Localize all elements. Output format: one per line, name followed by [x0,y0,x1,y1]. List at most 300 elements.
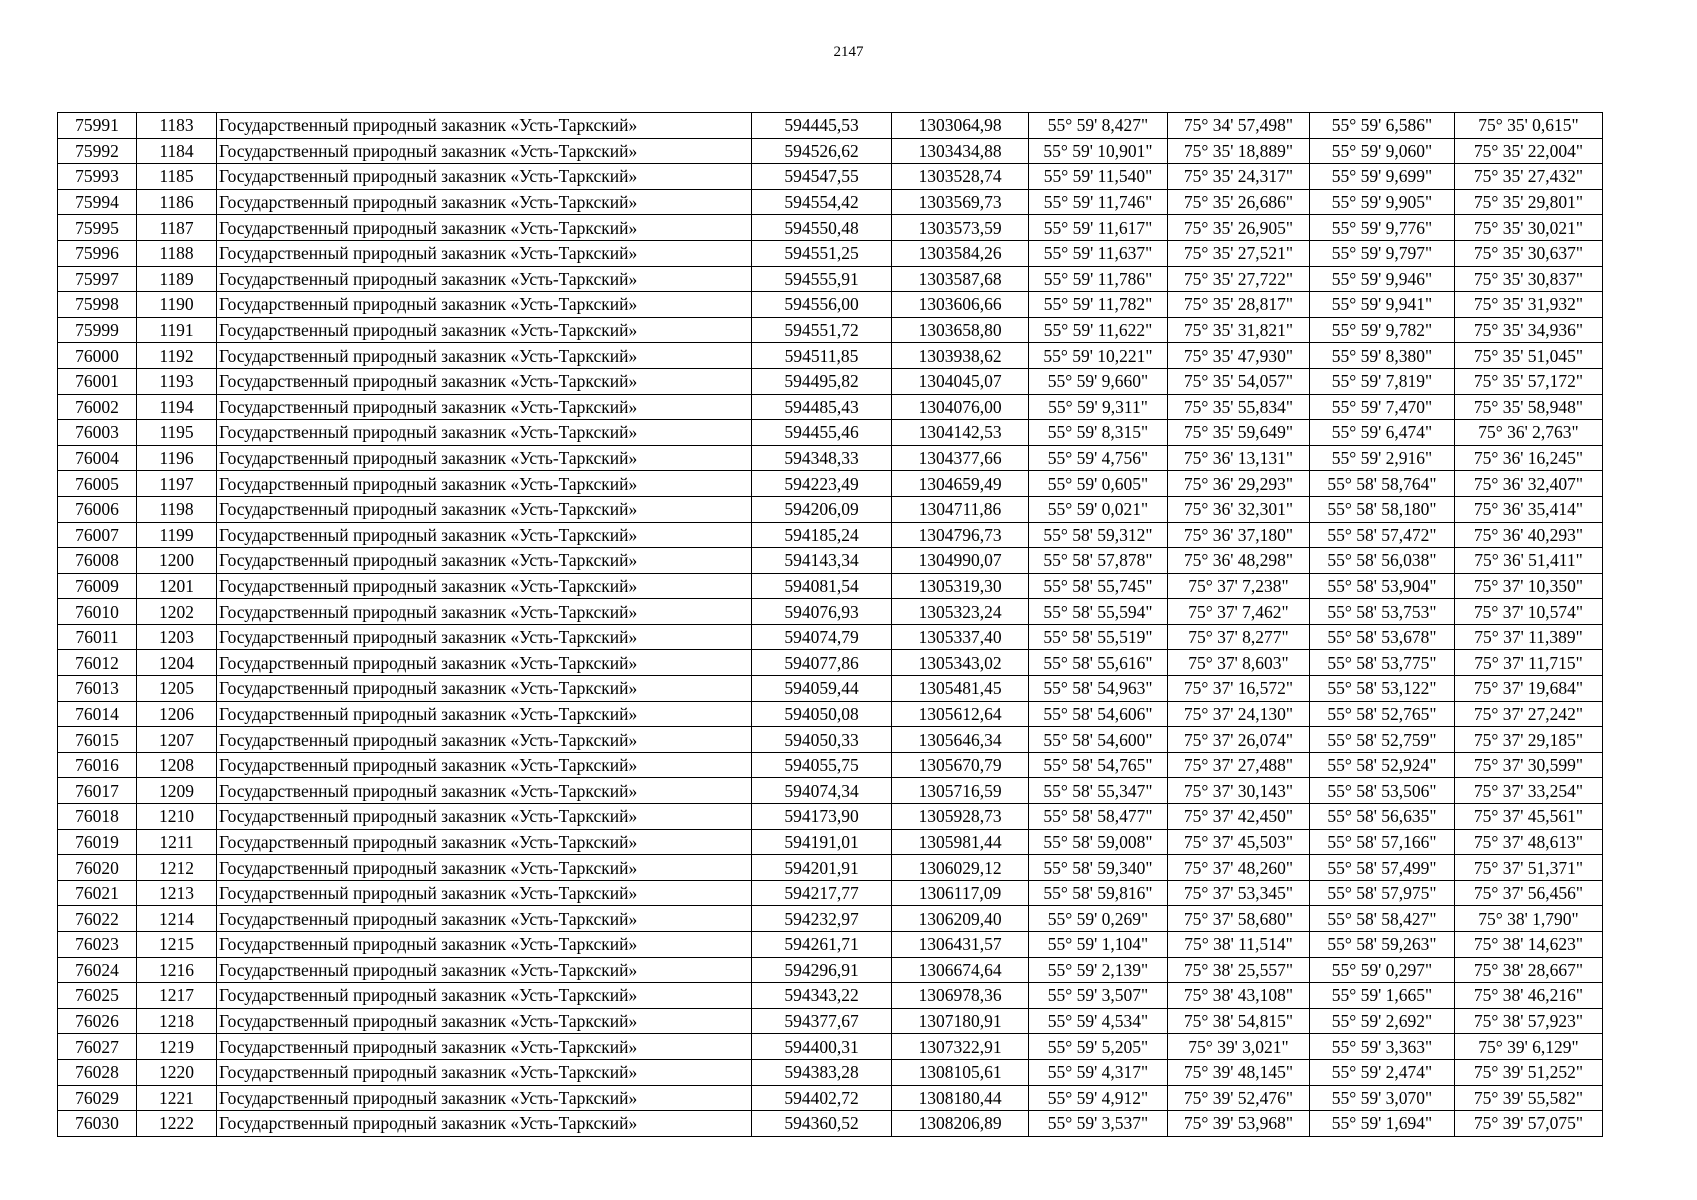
point-number-cell: 1198 [137,496,217,522]
longitude-alt-cell: 75° 36' 16,245" [1455,445,1603,471]
x-coordinate-cell: 594400,31 [752,1034,892,1060]
y-coordinate-cell: 1303606,66 [892,292,1029,318]
x-coordinate-cell: 594173,90 [752,804,892,830]
y-coordinate-cell: 1304377,66 [892,445,1029,471]
x-coordinate-cell: 594555,91 [752,266,892,292]
x-coordinate-cell: 594445,53 [752,113,892,139]
latitude-alt-cell: 55° 59' 3,363" [1310,1034,1455,1060]
latitude-alt-cell: 55° 59' 9,060" [1310,138,1455,164]
point-number-cell: 1214 [137,906,217,932]
latitude-alt-cell: 55° 58' 57,166" [1310,829,1455,855]
table-row [58,829,1603,855]
row-id-cell: 75995 [58,215,137,241]
row-id-cell: 76004 [58,445,137,471]
x-coordinate-cell: 594076,93 [752,599,892,625]
latitude-alt-cell: 55° 59' 2,692" [1310,1008,1455,1034]
object-name-cell: Государственный природный заказник «Усть-Таркский» [217,1111,752,1137]
x-coordinate-cell: 594081,54 [752,573,892,599]
longitude-cell: 75° 35' 18,889" [1168,138,1310,164]
point-number-cell: 1203 [137,624,217,650]
longitude-alt-cell: 75° 37' 48,613" [1455,829,1603,855]
point-number-cell: 1215 [137,932,217,958]
latitude-cell: 55° 58' 59,312" [1029,522,1168,548]
row-id-cell: 75993 [58,164,137,190]
row-id-cell: 76006 [58,496,137,522]
latitude-alt-cell: 55° 59' 7,470" [1310,394,1455,420]
object-name-cell: Государственный природный заказник «Усть-Таркский» [217,368,752,394]
longitude-cell: 75° 37' 42,450" [1168,804,1310,830]
x-coordinate-cell: 594223,49 [752,471,892,497]
longitude-alt-cell: 75° 38' 46,216" [1455,983,1603,1009]
longitude-alt-cell: 75° 37' 56,456" [1455,880,1603,906]
table-row [58,676,1603,702]
longitude-alt-cell: 75° 37' 29,185" [1455,727,1603,753]
table-row [58,573,1603,599]
table-row [58,266,1603,292]
row-id-cell: 76021 [58,880,137,906]
row-id-cell: 75991 [58,113,137,139]
point-number-cell: 1190 [137,292,217,318]
longitude-cell: 75° 37' 8,603" [1168,650,1310,676]
table-row [58,317,1603,343]
longitude-alt-cell: 75° 35' 29,801" [1455,189,1603,215]
longitude-cell: 75° 38' 25,557" [1168,957,1310,983]
x-coordinate-cell: 594551,25 [752,240,892,266]
longitude-cell: 75° 38' 43,108" [1168,983,1310,1009]
y-coordinate-cell: 1303064,98 [892,113,1029,139]
longitude-alt-cell: 75° 39' 6,129" [1455,1034,1603,1060]
x-coordinate-cell: 594143,34 [752,548,892,574]
longitude-cell: 75° 37' 8,277" [1168,624,1310,650]
latitude-alt-cell: 55° 59' 6,586" [1310,113,1455,139]
point-number-cell: 1205 [137,676,217,702]
longitude-alt-cell: 75° 37' 10,574" [1455,599,1603,625]
object-name-cell: Государственный природный заказник «Усть-Таркский» [217,394,752,420]
x-coordinate-cell: 594055,75 [752,752,892,778]
latitude-cell: 55° 59' 11,746" [1029,189,1168,215]
longitude-cell: 75° 35' 59,649" [1168,420,1310,446]
y-coordinate-cell: 1308206,89 [892,1111,1029,1137]
row-id-cell: 76000 [58,343,137,369]
latitude-alt-cell: 55° 59' 6,474" [1310,420,1455,446]
latitude-alt-cell: 55° 58' 56,635" [1310,804,1455,830]
longitude-alt-cell: 75° 35' 31,932" [1455,292,1603,318]
y-coordinate-cell: 1305928,73 [892,804,1029,830]
longitude-cell: 75° 35' 28,817" [1168,292,1310,318]
x-coordinate-cell: 594201,91 [752,855,892,881]
x-coordinate-cell: 594556,00 [752,292,892,318]
longitude-alt-cell: 75° 37' 30,599" [1455,752,1603,778]
longitude-alt-cell: 75° 36' 2,763" [1455,420,1603,446]
table-row [58,727,1603,753]
object-name-cell: Государственный природный заказник «Усть-Таркский» [217,624,752,650]
point-number-cell: 1210 [137,804,217,830]
latitude-cell: 55° 59' 11,622" [1029,317,1168,343]
latitude-alt-cell: 55° 58' 53,753" [1310,599,1455,625]
longitude-alt-cell: 75° 35' 27,432" [1455,164,1603,190]
longitude-cell: 75° 37' 26,074" [1168,727,1310,753]
point-number-cell: 1200 [137,548,217,574]
table-row [58,599,1603,625]
longitude-alt-cell: 75° 37' 19,684" [1455,676,1603,702]
latitude-cell: 55° 58' 57,878" [1029,548,1168,574]
longitude-cell: 75° 39' 3,021" [1168,1034,1310,1060]
point-number-cell: 1220 [137,1059,217,1085]
x-coordinate-cell: 594360,52 [752,1111,892,1137]
latitude-cell: 55° 58' 55,594" [1029,599,1168,625]
row-id-cell: 76026 [58,1008,137,1034]
point-number-cell: 1183 [137,113,217,139]
longitude-cell: 75° 37' 30,143" [1168,778,1310,804]
longitude-alt-cell: 75° 36' 32,407" [1455,471,1603,497]
longitude-cell: 75° 35' 26,686" [1168,189,1310,215]
row-id-cell: 75992 [58,138,137,164]
row-id-cell: 76018 [58,804,137,830]
point-number-cell: 1187 [137,215,217,241]
y-coordinate-cell: 1305716,59 [892,778,1029,804]
row-id-cell: 75998 [58,292,137,318]
row-id-cell: 76022 [58,906,137,932]
object-name-cell: Государственный природный заказник «Усть-Таркский» [217,599,752,625]
x-coordinate-cell: 594526,62 [752,138,892,164]
x-coordinate-cell: 594551,72 [752,317,892,343]
latitude-cell: 55° 58' 55,519" [1029,624,1168,650]
latitude-alt-cell: 55° 59' 2,474" [1310,1059,1455,1085]
object-name-cell: Государственный природный заказник «Усть-Таркский» [217,164,752,190]
point-number-cell: 1192 [137,343,217,369]
table-row [58,650,1603,676]
longitude-cell: 75° 36' 13,131" [1168,445,1310,471]
table-row [58,445,1603,471]
y-coordinate-cell: 1307322,91 [892,1034,1029,1060]
y-coordinate-cell: 1306029,12 [892,855,1029,881]
object-name-cell: Государственный природный заказник «Усть-Таркский» [217,317,752,343]
longitude-cell: 75° 35' 27,521" [1168,240,1310,266]
point-number-cell: 1195 [137,420,217,446]
object-name-cell: Государственный природный заказник «Усть-Таркский» [217,829,752,855]
x-coordinate-cell: 594074,34 [752,778,892,804]
y-coordinate-cell: 1304990,07 [892,548,1029,574]
table-body [58,113,1603,1137]
object-name-cell: Государственный природный заказник «Усть-Таркский» [217,266,752,292]
latitude-cell: 55° 59' 9,660" [1029,368,1168,394]
point-number-cell: 1213 [137,880,217,906]
latitude-cell: 55° 59' 11,617" [1029,215,1168,241]
object-name-cell: Государственный природный заказник «Усть-Таркский» [217,548,752,574]
latitude-alt-cell: 55° 59' 9,941" [1310,292,1455,318]
longitude-cell: 75° 34' 57,498" [1168,113,1310,139]
longitude-alt-cell: 75° 35' 57,172" [1455,368,1603,394]
latitude-cell: 55° 59' 4,912" [1029,1085,1168,1111]
row-id-cell: 76013 [58,676,137,702]
point-number-cell: 1222 [137,1111,217,1137]
latitude-alt-cell: 55° 58' 56,038" [1310,548,1455,574]
row-id-cell: 76027 [58,1034,137,1060]
x-coordinate-cell: 594077,86 [752,650,892,676]
y-coordinate-cell: 1303569,73 [892,189,1029,215]
table-row [58,471,1603,497]
longitude-alt-cell: 75° 35' 30,637" [1455,240,1603,266]
y-coordinate-cell: 1306674,64 [892,957,1029,983]
latitude-cell: 55° 59' 11,786" [1029,266,1168,292]
row-id-cell: 76023 [58,932,137,958]
object-name-cell: Государственный природный заказник «Усть-Таркский» [217,522,752,548]
y-coordinate-cell: 1305337,40 [892,624,1029,650]
longitude-cell: 75° 35' 27,722" [1168,266,1310,292]
table-row [58,1059,1603,1085]
y-coordinate-cell: 1303528,74 [892,164,1029,190]
x-coordinate-cell: 594554,42 [752,189,892,215]
latitude-cell: 55° 59' 10,221" [1029,343,1168,369]
table-row [58,1008,1603,1034]
point-number-cell: 1191 [137,317,217,343]
object-name-cell: Государственный природный заказник «Усть-Таркский» [217,138,752,164]
longitude-cell: 75° 36' 37,180" [1168,522,1310,548]
longitude-cell: 75° 35' 31,821" [1168,317,1310,343]
latitude-alt-cell: 55° 59' 1,694" [1310,1111,1455,1137]
longitude-cell: 75° 36' 29,293" [1168,471,1310,497]
table-row [58,1034,1603,1060]
object-name-cell: Государственный природный заказник «Усть-Таркский» [217,496,752,522]
longitude-alt-cell: 75° 37' 45,561" [1455,804,1603,830]
table-row [58,701,1603,727]
table-row [58,240,1603,266]
latitude-alt-cell: 55° 59' 2,916" [1310,445,1455,471]
row-id-cell: 76010 [58,599,137,625]
longitude-cell: 75° 36' 48,298" [1168,548,1310,574]
latitude-alt-cell: 55° 58' 52,924" [1310,752,1455,778]
y-coordinate-cell: 1306209,40 [892,906,1029,932]
table-row [58,804,1603,830]
table-row [58,496,1603,522]
latitude-cell: 55° 58' 59,340" [1029,855,1168,881]
latitude-cell: 55° 58' 55,745" [1029,573,1168,599]
longitude-alt-cell: 75° 38' 14,623" [1455,932,1603,958]
latitude-cell: 55° 59' 9,311" [1029,394,1168,420]
y-coordinate-cell: 1305343,02 [892,650,1029,676]
point-number-cell: 1194 [137,394,217,420]
latitude-cell: 55° 59' 11,782" [1029,292,1168,318]
object-name-cell: Государственный природный заказник «Усть-Таркский» [217,906,752,932]
table-row [58,215,1603,241]
x-coordinate-cell: 594511,85 [752,343,892,369]
x-coordinate-cell: 594343,22 [752,983,892,1009]
y-coordinate-cell: 1304711,86 [892,496,1029,522]
point-number-cell: 1212 [137,855,217,881]
row-id-cell: 75996 [58,240,137,266]
latitude-cell: 55° 59' 11,637" [1029,240,1168,266]
row-id-cell: 76024 [58,957,137,983]
point-number-cell: 1184 [137,138,217,164]
x-coordinate-cell: 594232,97 [752,906,892,932]
object-name-cell: Государственный природный заказник «Усть-Таркский» [217,420,752,446]
longitude-alt-cell: 75° 37' 27,242" [1455,701,1603,727]
longitude-alt-cell: 75° 39' 51,252" [1455,1059,1603,1085]
longitude-alt-cell: 75° 37' 51,371" [1455,855,1603,881]
latitude-cell: 55° 59' 10,901" [1029,138,1168,164]
longitude-alt-cell: 75° 35' 30,837" [1455,266,1603,292]
longitude-alt-cell: 75° 35' 34,936" [1455,317,1603,343]
latitude-cell: 55° 58' 58,477" [1029,804,1168,830]
table-row [58,906,1603,932]
latitude-alt-cell: 55° 58' 53,506" [1310,778,1455,804]
latitude-cell: 55° 59' 3,537" [1029,1111,1168,1137]
row-id-cell: 76020 [58,855,137,881]
x-coordinate-cell: 594217,77 [752,880,892,906]
object-name-cell: Государственный природный заказник «Усть-Таркский» [217,292,752,318]
row-id-cell: 76009 [58,573,137,599]
latitude-alt-cell: 55° 58' 58,764" [1310,471,1455,497]
longitude-cell: 75° 36' 32,301" [1168,496,1310,522]
longitude-cell: 75° 37' 16,572" [1168,676,1310,702]
latitude-cell: 55° 59' 2,139" [1029,957,1168,983]
latitude-cell: 55° 59' 8,315" [1029,420,1168,446]
row-id-cell: 76007 [58,522,137,548]
row-id-cell: 76014 [58,701,137,727]
longitude-alt-cell: 75° 37' 11,389" [1455,624,1603,650]
y-coordinate-cell: 1305612,64 [892,701,1029,727]
row-id-cell: 76015 [58,727,137,753]
object-name-cell: Государственный природный заказник «Усть-Таркский» [217,343,752,369]
object-name-cell: Государственный природный заказник «Усть-Таркский» [217,1059,752,1085]
object-name-cell: Государственный природный заказник «Усть-Таркский» [217,778,752,804]
longitude-cell: 75° 39' 52,476" [1168,1085,1310,1111]
longitude-cell: 75° 35' 24,317" [1168,164,1310,190]
latitude-alt-cell: 55° 58' 53,122" [1310,676,1455,702]
table-row [58,855,1603,881]
longitude-alt-cell: 75° 37' 10,350" [1455,573,1603,599]
longitude-alt-cell: 75° 35' 51,045" [1455,343,1603,369]
object-name-cell: Государственный природный заказник «Усть-Таркский» [217,752,752,778]
table-row [58,880,1603,906]
x-coordinate-cell: 594550,48 [752,215,892,241]
longitude-alt-cell: 75° 38' 1,790" [1455,906,1603,932]
x-coordinate-cell: 594191,01 [752,829,892,855]
row-id-cell: 76008 [58,548,137,574]
table-row [58,778,1603,804]
latitude-alt-cell: 55° 58' 53,904" [1310,573,1455,599]
y-coordinate-cell: 1303658,80 [892,317,1029,343]
page-number: 2147 [833,44,864,60]
longitude-alt-cell: 75° 36' 35,414" [1455,496,1603,522]
table-row [58,343,1603,369]
longitude-alt-cell: 75° 37' 11,715" [1455,650,1603,676]
latitude-alt-cell: 55° 59' 1,665" [1310,983,1455,1009]
longitude-cell: 75° 35' 54,057" [1168,368,1310,394]
point-number-cell: 1197 [137,471,217,497]
latitude-alt-cell: 55° 58' 53,678" [1310,624,1455,650]
y-coordinate-cell: 1303584,26 [892,240,1029,266]
y-coordinate-cell: 1305323,24 [892,599,1029,625]
x-coordinate-cell: 594074,79 [752,624,892,650]
point-number-cell: 1202 [137,599,217,625]
longitude-cell: 75° 37' 7,238" [1168,573,1310,599]
object-name-cell: Государственный природный заказник «Усть-Таркский» [217,113,752,139]
latitude-alt-cell: 55° 59' 9,905" [1310,189,1455,215]
longitude-cell: 75° 39' 48,145" [1168,1059,1310,1085]
x-coordinate-cell: 594050,08 [752,701,892,727]
x-coordinate-cell: 594547,55 [752,164,892,190]
point-number-cell: 1209 [137,778,217,804]
object-name-cell: Государственный природный заказник «Усть-Таркский» [217,471,752,497]
longitude-alt-cell: 75° 38' 28,667" [1455,957,1603,983]
y-coordinate-cell: 1308180,44 [892,1085,1029,1111]
latitude-alt-cell: 55° 59' 8,380" [1310,343,1455,369]
point-number-cell: 1204 [137,650,217,676]
point-number-cell: 1217 [137,983,217,1009]
table-row [58,548,1603,574]
row-id-cell: 76005 [58,471,137,497]
point-number-cell: 1196 [137,445,217,471]
coordinates-table [57,112,1603,1137]
x-coordinate-cell: 594296,91 [752,957,892,983]
latitude-cell: 55° 59' 4,534" [1029,1008,1168,1034]
latitude-alt-cell: 55° 58' 53,775" [1310,650,1455,676]
longitude-cell: 75° 37' 53,345" [1168,880,1310,906]
table-row [58,138,1603,164]
longitude-alt-cell: 75° 39' 55,582" [1455,1085,1603,1111]
row-id-cell: 76029 [58,1085,137,1111]
x-coordinate-cell: 594185,24 [752,522,892,548]
latitude-cell: 55° 59' 5,205" [1029,1034,1168,1060]
object-name-cell: Государственный природный заказник «Усть-Таркский» [217,855,752,881]
object-name-cell: Государственный природный заказник «Усть-Таркский» [217,701,752,727]
y-coordinate-cell: 1307180,91 [892,1008,1029,1034]
longitude-cell: 75° 35' 55,834" [1168,394,1310,420]
point-number-cell: 1188 [137,240,217,266]
latitude-cell: 55° 58' 54,765" [1029,752,1168,778]
row-id-cell: 76002 [58,394,137,420]
table-row [58,522,1603,548]
latitude-alt-cell: 55° 59' 3,070" [1310,1085,1455,1111]
table-row [58,932,1603,958]
latitude-cell: 55° 59' 3,507" [1029,983,1168,1009]
object-name-cell: Государственный природный заказник «Усть-Таркский» [217,983,752,1009]
latitude-cell: 55° 58' 54,606" [1029,701,1168,727]
point-number-cell: 1208 [137,752,217,778]
x-coordinate-cell: 594377,67 [752,1008,892,1034]
y-coordinate-cell: 1305981,44 [892,829,1029,855]
latitude-cell: 55° 58' 59,816" [1029,880,1168,906]
y-coordinate-cell: 1304796,73 [892,522,1029,548]
latitude-cell: 55° 59' 1,104" [1029,932,1168,958]
y-coordinate-cell: 1304659,49 [892,471,1029,497]
latitude-alt-cell: 55° 59' 9,699" [1310,164,1455,190]
row-id-cell: 76028 [58,1059,137,1085]
latitude-cell: 55° 58' 54,963" [1029,676,1168,702]
longitude-cell: 75° 37' 7,462" [1168,599,1310,625]
latitude-alt-cell: 55° 59' 9,946" [1310,266,1455,292]
longitude-alt-cell: 75° 37' 33,254" [1455,778,1603,804]
object-name-cell: Государственный природный заказник «Усть-Таркский» [217,1085,752,1111]
latitude-cell: 55° 58' 54,600" [1029,727,1168,753]
longitude-alt-cell: 75° 36' 51,411" [1455,548,1603,574]
table-row [58,957,1603,983]
longitude-cell: 75° 37' 27,488" [1168,752,1310,778]
row-id-cell: 76003 [58,420,137,446]
object-name-cell: Государственный природный заказник «Усть-Таркский» [217,240,752,266]
point-number-cell: 1193 [137,368,217,394]
longitude-cell: 75° 37' 45,503" [1168,829,1310,855]
y-coordinate-cell: 1304045,07 [892,368,1029,394]
longitude-cell: 75° 38' 54,815" [1168,1008,1310,1034]
y-coordinate-cell: 1303573,59 [892,215,1029,241]
latitude-alt-cell: 55° 58' 52,765" [1310,701,1455,727]
row-id-cell: 75999 [58,317,137,343]
x-coordinate-cell: 594261,71 [752,932,892,958]
row-id-cell: 76030 [58,1111,137,1137]
y-coordinate-cell: 1305319,30 [892,573,1029,599]
